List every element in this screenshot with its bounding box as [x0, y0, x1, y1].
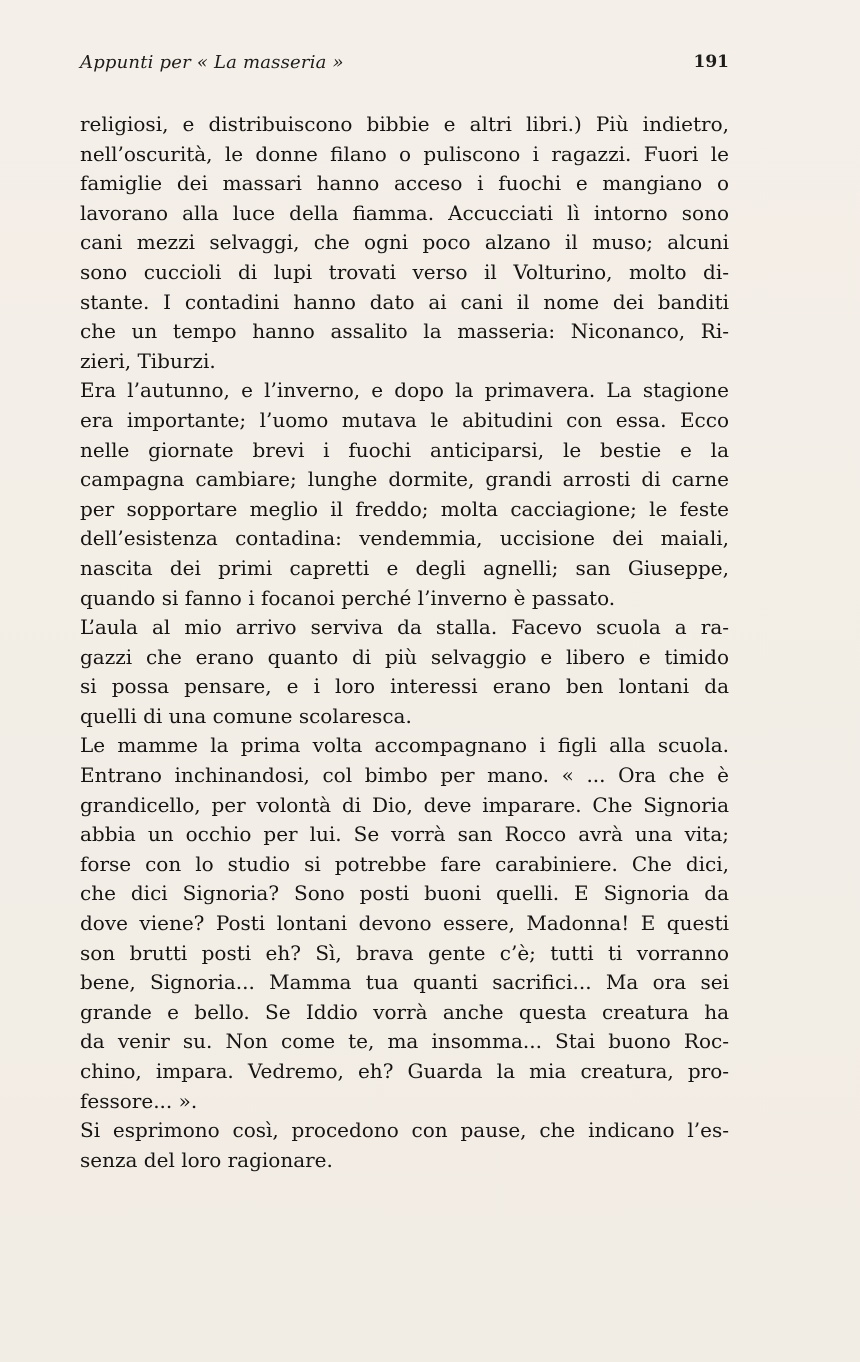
- text-line: famiglie dei massari hanno acceso i fuochi e mangiano o: [80, 171, 729, 196]
- text-line: abbia un occhio per lui. Se vorrà san Rocco avrà una vita;: [80, 822, 729, 847]
- text-line: son brutti posti eh? Sì, brava gente c’è; tutti ti vorranno: [80, 940, 729, 965]
- body-text: [80, 110, 729, 1175]
- text-line: da venir su. Non come te, ma insomma... Stai buono Roc-: [80, 1029, 729, 1054]
- text-line: nelle giornate brevi i fuochi anticiparsi, le bestie e la: [80, 437, 729, 462]
- text-line: religiosi, e distribuiscono bibbie e altri libri.) Più indietro,: [80, 112, 729, 136]
- text-line: Le mamme la prima volta accompagnano i figli alla scuola.: [80, 733, 729, 758]
- page-number: 191: [693, 52, 729, 72]
- text-line: si possa pensare, e i loro interessi erano ben lontani da: [80, 674, 729, 699]
- text-line: Entrano inchinandosi, col bimbo per mano. « ... Ora che è: [80, 763, 729, 788]
- text-line: Era l’autunno, e l’inverno, e dopo la primavera. La stagione: [80, 378, 729, 403]
- text-line: quando si fanno i focanoi perché l’inverno è passato.: [80, 585, 616, 610]
- text-line: L’aula al mio arrivo serviva da stalla. Facevo scuola a ra-: [80, 615, 729, 640]
- text-line: stante. I contadini hanno dato ai cani il nome dei banditi: [80, 289, 729, 314]
- text-line: Si esprimono così, procedono con pause, che indicano l’es-: [80, 1118, 729, 1143]
- text-line: cani mezzi selvaggi, che ogni poco alzano il muso; alcuni: [80, 230, 729, 255]
- text-line: quelli di una comune scolaresca.: [80, 703, 412, 728]
- text-line: gazzi che erano quanto di più selvaggio e libero e timido: [80, 644, 729, 669]
- text-line: era importante; l’uomo mutava le abitudini con essa. Ecco: [80, 407, 729, 432]
- text-line: fessore... ».: [80, 1088, 198, 1113]
- text-line: che dici Signoria? Sono posti buoni quelli. E Signoria da: [80, 881, 729, 906]
- text-line: nascita dei primi capretti e degli agnelli; san Giuseppe,: [80, 555, 729, 580]
- running-head-title: Appunti per « La masseria »: [80, 52, 344, 73]
- text-line: chino, impara. Vedremo, eh? Guarda la mia creatura, pro-: [80, 1059, 729, 1083]
- text-line: per sopportare meglio il freddo; molta cacciagione; le feste: [80, 496, 729, 521]
- text-line: campagna cambiare; lunghe dormite, grandi arrosti di carne: [80, 467, 729, 492]
- text-line: dell’esistenza contadina: vendemmia, uccisione dei maiali,: [80, 526, 729, 551]
- text-line: dove viene? Posti lontani devono essere, Madonna! E questi: [80, 911, 729, 936]
- text-line: grande e bello. Se Iddio vorrà anche questa creatura ha: [80, 999, 729, 1024]
- text-line: senza del loro ragionare.: [80, 1147, 333, 1172]
- text-line: sono cuccioli di lupi trovati verso il Volturino, molto di-: [80, 259, 729, 284]
- text-line: forse con lo studio si potrebbe fare carabiniere. Che dici,: [80, 851, 729, 876]
- text-line: grandicello, per volontà di Dio, deve imparare. Che Signoria: [80, 792, 729, 817]
- text-line: nell’oscurità, le donne filano o puliscono i ragazzi. Fuori le: [80, 141, 729, 166]
- running-head: [80, 52, 729, 80]
- text-line: che un tempo hanno assalito la masseria: Niconanco, Ri-: [80, 319, 729, 344]
- text-line: zieri, Tiburzi.: [80, 348, 216, 373]
- text-line: bene, Signoria... Mamma tua quanti sacrifici... Ma ora sei: [80, 970, 729, 995]
- text-line: lavorano alla luce della fiamma. Accucciati lì intorno sono: [80, 200, 729, 225]
